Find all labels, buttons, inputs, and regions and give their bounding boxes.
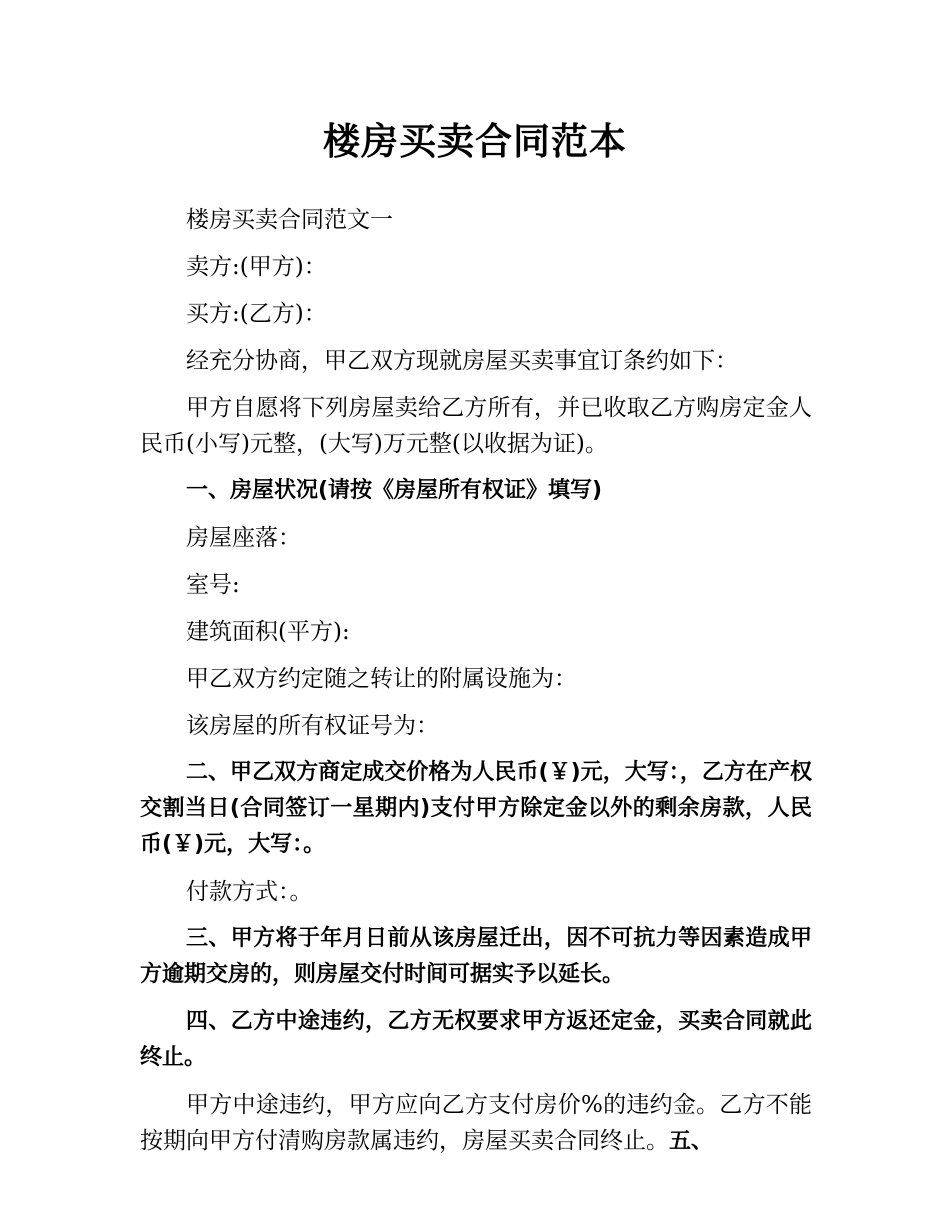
- paragraph: 买方:(乙方)：: [186, 301, 327, 327]
- paragraph: [140, 1087, 812, 1160]
- paragraph-text: 甲方中途违约，甲方应向乙方支付房价%的违约金。乙方不能按期向甲方付清购房款属违约，房屋买卖合同终止。: [140, 1092, 812, 1154]
- section-clause: 二、甲乙双方商定成交价格为人民币(￥)元，大写：，乙方在产权交割当日(合同签订一星期内)支付甲方除定金以外的剩余房款，人民币(￥)元，大写：。: [140, 760, 812, 857]
- paragraph: 房屋座落：: [186, 525, 301, 551]
- paragraph: 该房屋的所有权证号为：: [186, 713, 439, 739]
- document-title: 楼房买卖合同范本: [323, 120, 627, 163]
- paragraph: 甲乙双方约定随之转让的附属设施为：: [186, 666, 577, 692]
- document-body: [140, 202, 812, 1171]
- section-clause: 四、乙方中途违约，乙方无权要求甲方返还定金，买卖合同就此终止。: [140, 1009, 812, 1070]
- section-clause: 三、甲方将于年月日前从该房屋迁出，因不可抗力等因素造成甲方逾期交房的，则房屋交付时间可据实予以延长。: [140, 926, 812, 987]
- paragraph: 建筑面积(平方):: [186, 619, 350, 645]
- paragraph: 甲方自愿将下列房屋卖给乙方所有，并已收取乙方购房定金人民币(小写)元整，(大写)万元整(以收据为证)。: [140, 395, 812, 457]
- section-heading: 一、房屋状况(请按《房屋所有权证》填写): [186, 478, 603, 503]
- paragraph: 室号:: [186, 572, 240, 598]
- paragraph: 经充分协商，甲乙双方现就房屋买卖事宜订条约如下：: [186, 348, 738, 374]
- paragraph: 楼房买卖合同范文一: [186, 207, 393, 233]
- paragraph: 付款方式：。: [186, 879, 313, 905]
- next-section-number: 五、: [669, 1129, 714, 1154]
- paragraph: 卖方:(甲方)：: [186, 254, 327, 280]
